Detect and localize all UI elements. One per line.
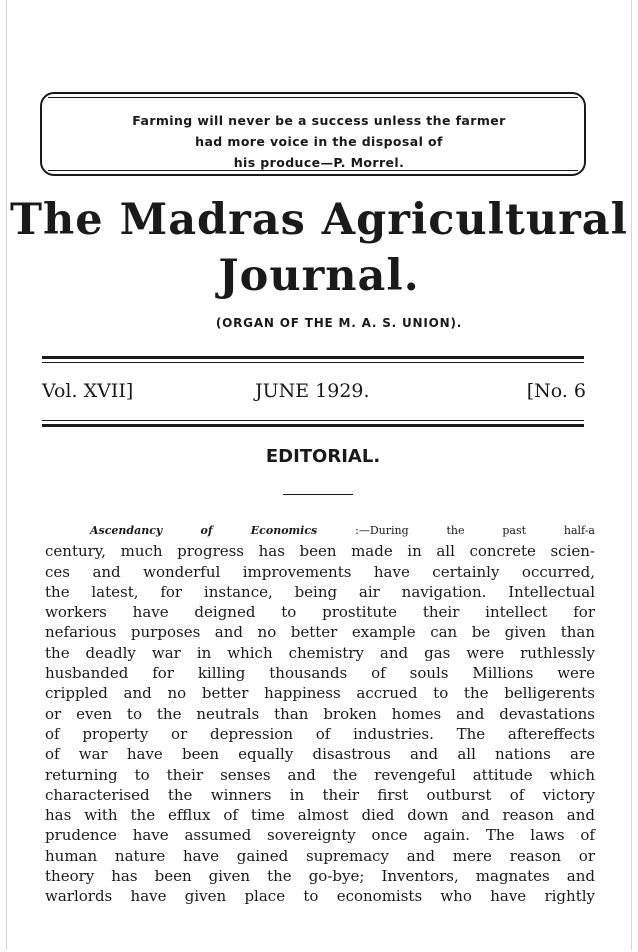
text-line: husbanded for killing thousands of souls Millions were [45,664,595,683]
paragraph-first-line [45,521,595,541]
organ-subtitle: (ORGAN OF THE M. A. S. UNION). [215,316,463,330]
text-line: the latest, for instance, being air navigation. Intellectual [45,582,595,601]
text-line: workers have deigned to prostitute their intellect for [45,603,595,622]
journal-title [0,192,638,304]
text-line: characterised the winners in their first outburst of victory [45,785,595,804]
text-line: of war have been equally disastrous and all nations are [45,745,595,764]
motto-line: his produce—P. Morrel. [233,155,405,170]
motto-line: had more voice in the disposal of [195,134,443,149]
text-line: :—During the past half-a [355,524,595,537]
text-line: theory has been given the go-bye; Inventors, magnates and [45,867,595,886]
issue-date: JUNE 1929. [255,380,370,402]
text-line: the deadly war in which chemistry and gas were ruthlessly [45,643,595,662]
journal-title-line2: Journal. [218,251,420,301]
text-line: prudence have assumed sovereignty once again. The laws of [45,826,595,845]
motto-quote [0,110,638,173]
volume-label: Vol. XVII] [42,380,134,402]
text-line: or even to the neutrals than broken homes and devastations [45,704,595,723]
section-heading: EDITORIAL. [265,446,381,467]
heading-divider [283,494,353,495]
top-double-rule [42,356,584,363]
issue-number: [No. 6 [526,380,586,402]
text-line: century, much progress has been made in all concrete scien- [45,542,595,561]
text-line: warlords have given place to economists who have rightly [45,887,595,906]
text-line: has with the efflux of time almost died down and reason and [45,806,595,825]
text-line: of property or depression of industries. The aftereffects [45,724,595,743]
journal-title-line1: The Madras Agricultural [10,195,628,245]
text-line: returning to their senses and the revengeful attitude which [45,765,595,784]
text-line: human nature have gained supremacy and mere reason or [45,846,595,865]
text-line: ces and wonderful improvements have certainly occurred, [45,562,595,581]
bottom-double-rule [42,420,584,427]
article-lead: Ascendancy of Economics [90,524,318,537]
editorial-body [45,521,595,907]
text-line: nefarious purposes and no better example can be given than [45,623,595,642]
text-line: crippled and no better happiness accrued to the belligerents [45,684,595,703]
motto-line: Farming will never be a success unless the farmer [132,113,506,128]
